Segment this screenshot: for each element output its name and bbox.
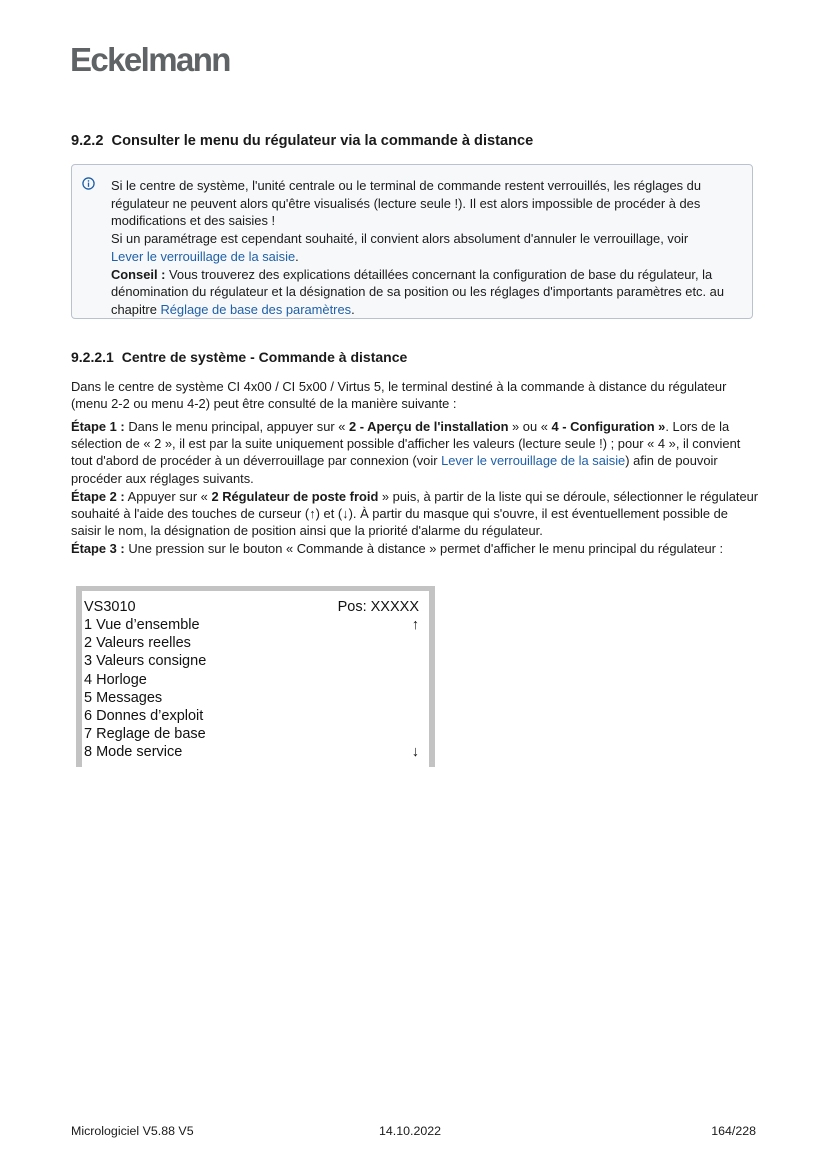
link-basic-settings[interactable]: Réglage de base des paramètres [160,301,352,317]
info-circle-icon [82,177,95,190]
section-number: 9.2.2 [71,133,104,149]
subsection-heading [71,349,407,365]
step-1-label: Étape 1 : [71,419,125,434]
footer-date: 14.10.2022 [379,1124,442,1138]
device-name: VS3010 [84,599,136,615]
link-unlock-input-2[interactable]: Lever le verrouillage de la saisie [441,453,626,469]
menu-item-8[interactable]: 8 Mode service ↓ [84,744,419,760]
info-warning: Si le centre de système, l'unité centrale ou le terminal de commande restent verrouillés, les réglages du régulateur ne peuvent alors qu'être visualisés (lecture seule !). Il est alors impossible de procéder à des modifications et des saisies ! [111,178,701,229]
step-3: Étape 3 : Une pression sur le bouton « Commande à distance » permet d'afficher le menu principal du régulateur : [71,541,724,556]
step-1: Étape 1 : Dans le menu principal, appuyer sur « 2 - Aperçu de l'installation » ou « 4 - Configuration ». Lors de la sélection de « 2 », il est par la suite uniquement possible d'afficher les valeurs (lecture seule !) ; pour « 4 », il convient tout d'abord de procéder à un déverrouillage par connexion (voir Lever le verrouillage de la saisie) afin de pouvoir procéder aux réglages suivants. [71,419,741,486]
info-unlock-hint: Si un paramétrage est cependant souhaité, il convient alors absolument d'annuler le verrouillage, voir Lever le verrouillage de la saisie. [111,231,689,264]
footer-page-number: 164/228 [711,1124,756,1138]
subsection-title: Centre de système - Commande à distance [121,349,408,365]
step-3-label: Étape 3 : [71,541,125,556]
info-box-text [111,177,746,319]
arrow-down-icon: ↓ [411,744,419,760]
menu-item-6[interactable]: 6 Donnes d’exploit [84,708,204,724]
info-tip: Conseil : Vous trouverez des explications détaillées concernant la configuration de base du régulateur, la dénomination du régulateur et la désignation de sa position ou les réglages d'importants paramètres etc. au chapitre Réglage de base des paramètres. [111,266,724,317]
menu-item-7[interactable]: 7 Reglage de base [84,726,206,742]
section-title: Consulter le menu du régulateur via la commande à distance [111,133,534,149]
subsection-number: 9.2.2.1 [71,349,114,365]
menu-item-3[interactable]: 3 Valeurs consigne [84,653,207,669]
position-label: Pos: XXXXX [337,599,419,615]
terminal-screen [76,586,435,767]
menu-item-4[interactable]: 4 Horloge [84,672,147,688]
step-2-label: Étape 2 : [71,489,125,504]
arrow-up-icon: ↑ [411,617,419,633]
menu-item-5[interactable]: 5 Messages [84,690,163,706]
intro-paragraph: Dans le centre de système CI 4x00 / CI 5x00 / Virtus 5, le terminal destiné à la commande à distance du régulateur (menu 2-2 ou menu 4-2) peut être consulté de la manière suivante : [71,379,727,412]
link-unlock-input[interactable]: Lever le verrouillage de la saisie [111,248,296,264]
terminal-header [84,598,419,616]
step-2: Étape 2 : Appuyer sur « 2 Régulateur de poste froid » puis, à partir de la liste qui se déroule, sélectionner le régulateur souhaité à l'aide des touches de curseur (↑) et (↓). À partir du masque qui s'ouvre, il est éventuellement possible de saisir le nom, la désignation de position ainsi que la priorité d'alarme du régulateur. [71,489,759,539]
section-heading [71,133,533,149]
menu-item-2[interactable]: 2 Valeurs reelles [84,635,191,651]
menu-item-1[interactable]: 1 Vue d’ensemble ↑ [84,617,419,633]
footer-firmware: Micrologiciel V5.88 V5 [71,1124,194,1138]
tip-label: Conseil : [111,266,166,282]
eckelmann-logo: Eckelmann [70,41,230,78]
